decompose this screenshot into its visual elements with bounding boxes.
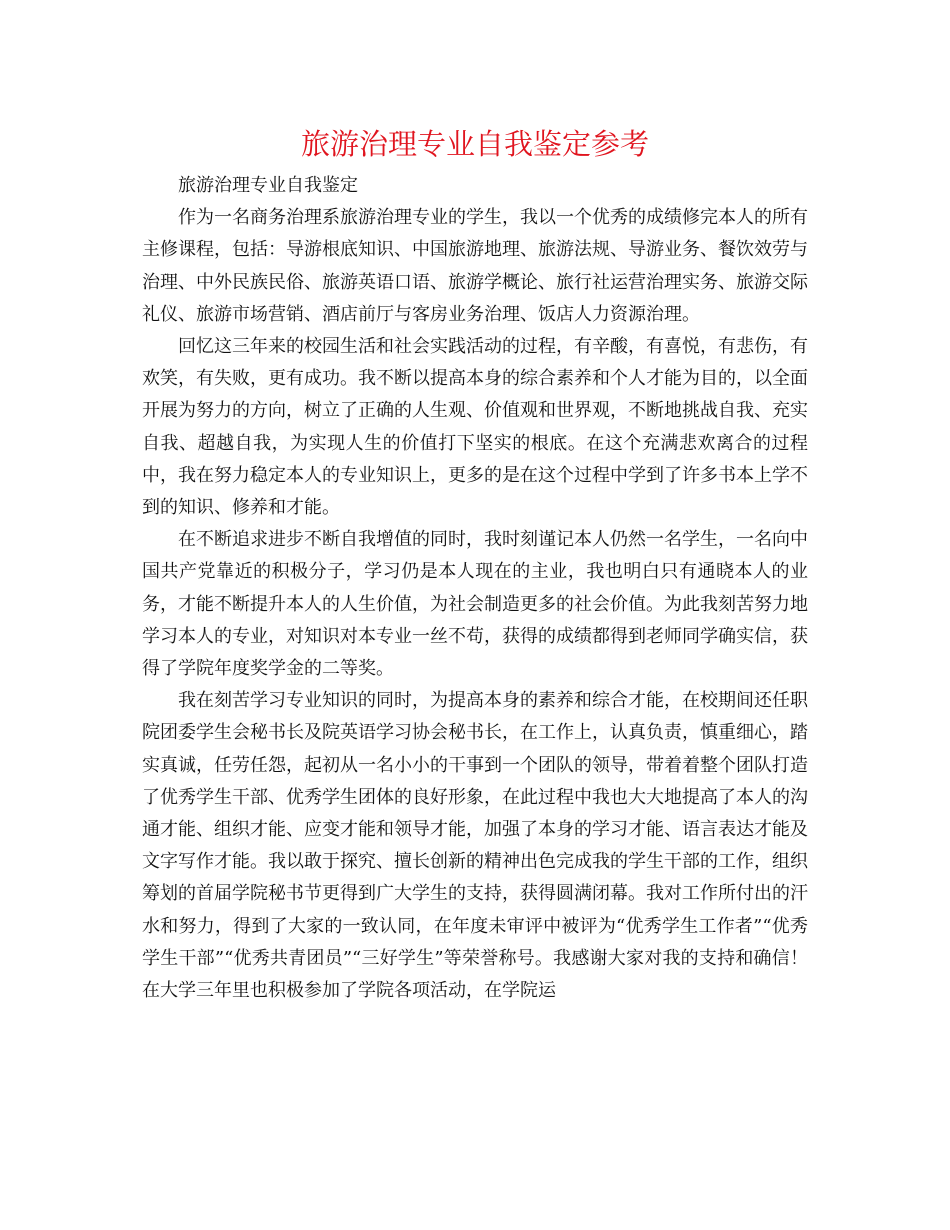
document-subtitle: 旅游治理专业自我鉴定 (178, 175, 358, 196)
document-title: 旅游治理专业自我鉴定参考 (300, 127, 649, 161)
paragraph-1: 作为一名商务治理系旅游治理专业的学生，我以一个优秀的成绩修完本人的所有主修课程，包括：导游根底知识、中国旅游地理、旅游法规、导游业务、餐饮效劳与治理、中外民族民俗、旅游英语口语、旅游学概论、旅行社运营治理实务、旅游交际礼仪、旅游市场营销、酒店前厅与客房业务治理、饭店人力资源治理。 (142, 207, 808, 325)
document-body (142, 170, 808, 1007)
paragraph-4: 我在刻苦学习专业知识的同时，为提高本身的素养和综合才能，在校期间还任职院团委学生会秘书长及院英语学习协会秘书长，在工作上，认真负责，慎重细心，踏实真诚，任劳任怨，起初从一名小小的干事到一个团队的领导，带着着整个团队打造了优秀学生干部、优秀学生团体的良好形象，在此过程中我也大大地提高了本人的沟通才能、组织才能、应变才能和领导才能，加强了本身的学习才能、语言表达才能及文字写作才能。我以敢于探究、擅长创新的精神出色完成我的学生干部的工作，组织筹划的首届学院秘书节更得到广大学生的支持，获得圆满闭幕。我对工作所付出的汗水和努力，得到了大家的一致认同，在年度未审评中被评为“优秀学生工作者”“优秀学生干部”“优秀共青团员”“三好学生”等荣誉称号。我感谢大家对我的支持和确信！在大学三年里也积极参加了学院各项活动，在学院运 (142, 690, 808, 1002)
paragraph-2: 回忆这三年来的校园生活和社会实践活动的过程，有辛酸，有喜悦，有悲伤，有欢笑，有失败，更有成功。我不断以提高本身的综合素养和个人才能为目的，以全面开展为努力的方向，树立了正确的人生观、价值观和世界观，不断地挑战自我、充实自我、超越自我，为实现人生的价值打下坚实的根底。在这个充满悲欢离合的过程中，我在努力稳定本人的专业知识上，更多的是在这个过程中学到了许多书本上学不到的知识、修养和才能。 (142, 336, 808, 519)
paragraph-3: 在不断追求进步不断自我增值的同时，我时刻谨记本人仍然一名学生，一名向中国共产党靠近的积极分子，学习仍是本人现在的主业，我也明白只有通晓本人的业务，才能不断提升本人的人生价值，为社会制造更多的社会价值。为此我刻苦努力地学习本人的专业，对知识对本专业一丝不苟，获得的成绩都得到老师同学确实信，获得了学院年度奖学金的二等奖。 (142, 529, 808, 680)
